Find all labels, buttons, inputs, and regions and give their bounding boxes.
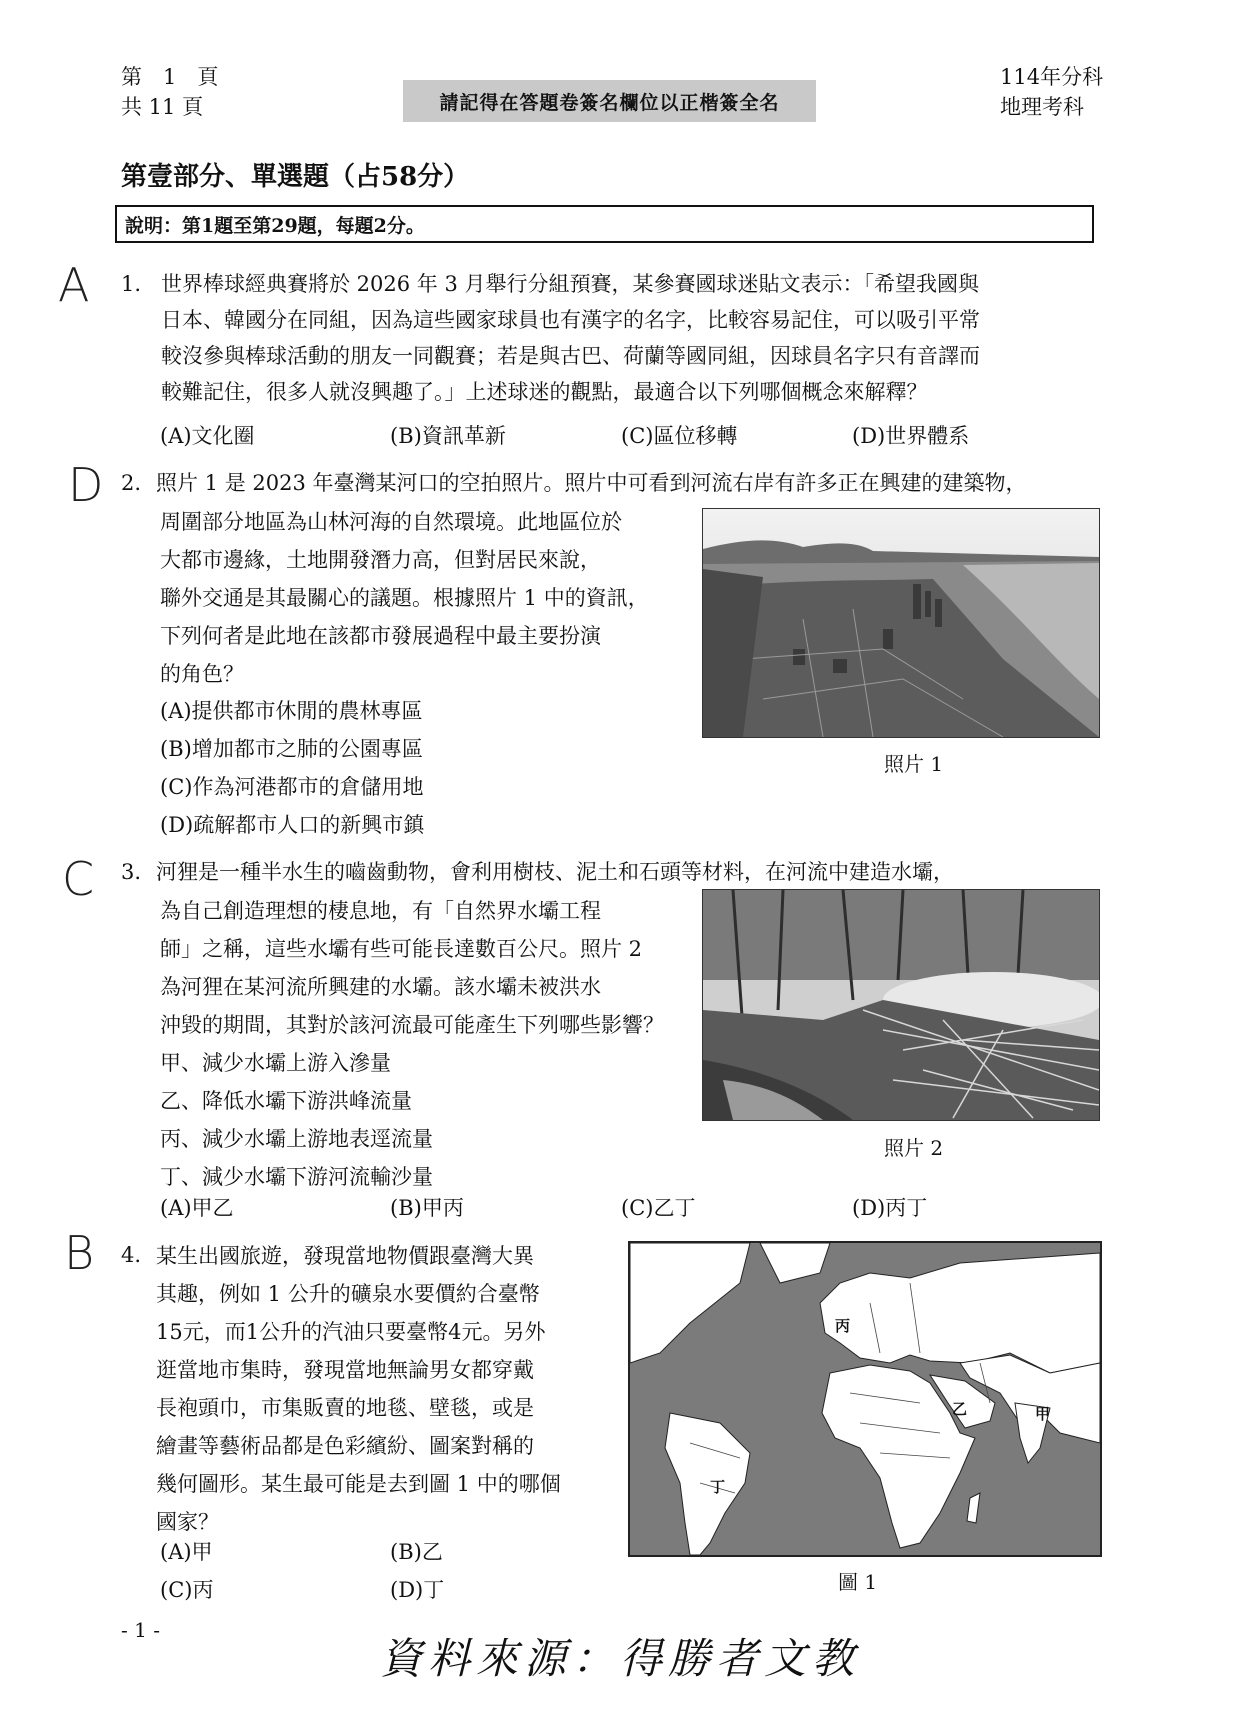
- option-d: (D)疏解都市人口的新興市鎮: [160, 813, 425, 837]
- question-4: [121, 1237, 561, 1541]
- question-2-body: [160, 503, 649, 693]
- answer-mark-q1: A: [58, 258, 90, 312]
- question-line: 逛當地市集時，發現當地無論男女都穿戴: [156, 1358, 534, 1382]
- question-3: [121, 854, 954, 890]
- page-total: 共 11 頁: [121, 95, 204, 119]
- question-number: 1.: [121, 272, 142, 296]
- instruction-text: 說明：第1題至第29題，每題2分。: [125, 214, 425, 237]
- question-number: 4.: [121, 1243, 142, 1267]
- answer-mark-q4: B: [64, 1226, 95, 1280]
- question-line: 照片 1 是 2023 年臺灣某河口的空拍照片。照片中可看到河流右岸有許多正在興建的建築物，: [156, 471, 1027, 495]
- option-a: (A)提供都市休閒的農林專區: [160, 699, 423, 723]
- page-marker: - 1 -: [121, 1618, 160, 1642]
- question-line: 聯外交通是其最關心的議題。根據照片 1 中的資訊，: [160, 586, 649, 610]
- question-number: 2.: [121, 471, 142, 495]
- question-line: 周圍部分地區為山林河海的自然環境。此地區位於: [160, 510, 622, 534]
- map-label-jia: 甲: [1035, 1405, 1051, 1423]
- answer-mark-q2: D: [68, 458, 104, 512]
- exam-year: 114年分科: [1000, 65, 1104, 89]
- option-b: (B)資訊革新: [390, 424, 506, 448]
- photo-2-beaver-dam: [702, 889, 1100, 1121]
- map-label-yi: 乙: [952, 1400, 968, 1418]
- question-line: 下列何者是此地在該都市發展過程中最主要扮演: [160, 624, 601, 648]
- question-line: 較沒參與棒球活動的朋友一同觀賽；若是與古巴、荷蘭等國同組，因球員名字只有音譯而: [161, 344, 980, 368]
- question-line: 師」之稱，這些水壩有些可能長達數百公尺。照片 2: [160, 937, 643, 961]
- option-b: (B)增加都市之肺的公園專區: [160, 737, 423, 761]
- question-line: 其趣，例如 1 公升的礦泉水要價約合臺幣: [156, 1282, 540, 1306]
- option-b: (B)乙: [390, 1540, 443, 1564]
- option-b: (B)甲丙: [390, 1196, 464, 1220]
- question-1: [121, 266, 980, 410]
- question-line: 日本、韓國分在同組，因為這些國家球員也有漢字的名字，比較容易記住，可以吸引平常: [161, 308, 980, 332]
- signature-notice: 請記得在答題卷簽名欄位以正楷簽全名: [403, 80, 816, 122]
- option-a: (A)文化圈: [160, 424, 255, 448]
- option-d: (D)丙丁: [852, 1196, 928, 1220]
- map-label-bing: 丙: [835, 1317, 851, 1335]
- option-c: (C)作為河港都市的倉儲用地: [160, 775, 424, 799]
- section-title: 第壹部分、單選題（占58分）: [121, 162, 470, 192]
- statement-jia: 甲、減少水壩上游入滲量: [160, 1051, 391, 1075]
- option-c: (C)乙丁: [621, 1196, 696, 1220]
- option-c: (C)區位移轉: [621, 424, 738, 448]
- question-line: 沖毀的期間，其對於該河流最可能產生下列哪些影響？: [160, 1013, 664, 1037]
- statement-bing: 丙、減少水壩上游地表逕流量: [160, 1127, 433, 1151]
- question-line: 長袍頭巾，市集販賣的地毯、壁毯，或是: [156, 1396, 534, 1420]
- photo-1-estuary-aerial: [702, 508, 1100, 738]
- page-number: 第 1 頁: [121, 65, 219, 89]
- question-3-body: [160, 892, 664, 1196]
- question-line: 較難記住，很多人就沒興趣了。」上述球迷的觀點，最適合以下列哪個概念來解釋？: [161, 380, 928, 404]
- option-d: (D)丁: [390, 1578, 445, 1602]
- option-a: (A)甲: [160, 1540, 213, 1564]
- figure-1-world-map: [628, 1241, 1102, 1557]
- photo-2-caption: 照片 2: [884, 1136, 944, 1160]
- instruction-box: [115, 205, 1094, 243]
- question-line: 繪畫等藝術品都是色彩繽紛、圖案對稱的: [156, 1434, 534, 1458]
- option-d: (D)世界體系: [852, 424, 970, 448]
- question-line: 河狸是一種半水生的嚙齒動物，會利用樹枝、泥土和石頭等材料，在河流中建造水壩，: [156, 860, 954, 884]
- question-line: 為河狸在某河流所興建的水壩。該水壩未被洪水: [160, 975, 601, 999]
- question-line: 為自己創造理想的棲息地，有「自然界水壩工程: [160, 899, 601, 923]
- option-c: (C)丙: [160, 1578, 214, 1602]
- exam-subject: 地理考科: [1000, 95, 1084, 119]
- question-number: 3.: [121, 860, 142, 884]
- question-2: [121, 465, 1027, 501]
- figure-1-caption: 圖 1: [838, 1570, 878, 1594]
- map-label-ding: 丁: [710, 1478, 726, 1496]
- handwritten-source-note: 資料來源：得勝者文教: [380, 1634, 861, 1683]
- question-line: 的角色？: [160, 662, 244, 686]
- question-line: 國家？: [156, 1510, 219, 1534]
- option-a: (A)甲乙: [160, 1196, 234, 1220]
- question-line: 某生出國旅遊，發現當地物價跟臺灣大異: [156, 1244, 534, 1268]
- answer-mark-q3: C: [62, 852, 95, 906]
- question-line: 世界棒球經典賽將於 2026 年 3 月舉行分組預賽，某參賽國球迷貼文表示：「希望我國與: [161, 272, 980, 296]
- question-line: 幾何圖形。某生最可能是去到圖 1 中的哪個: [156, 1472, 561, 1496]
- statement-ding: 丁、減少水壩下游河流輸沙量: [160, 1165, 433, 1189]
- statement-yi: 乙、降低水壩下游洪峰流量: [160, 1089, 412, 1113]
- question-line: 大都市邊緣，土地開發潛力高，但對居民來說，: [160, 548, 601, 572]
- photo-1-caption: 照片 1: [884, 752, 944, 776]
- question-line: 15元，而1公升的汽油只要臺幣4元。另外: [156, 1320, 546, 1344]
